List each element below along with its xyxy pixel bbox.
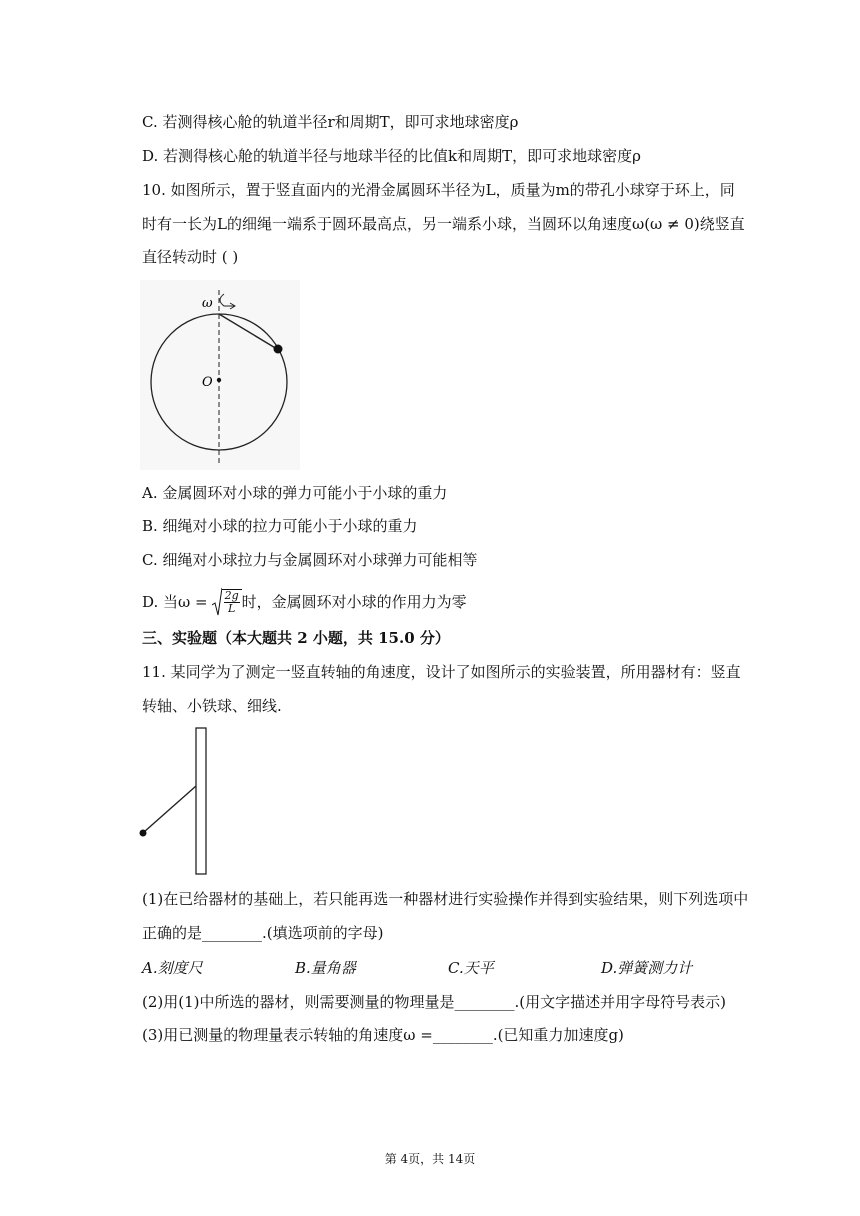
shaft-figure xyxy=(136,722,216,878)
question-10-line-1: 10. 如图所示，置于竖直面内的光滑金属圆环半径为L，质量为m的带孔小球穿于环上，同 xyxy=(142,181,735,199)
question-11-line-2: 转轴、小铁球、细线. xyxy=(142,697,282,715)
page-footer: 第 4页，共 14页 xyxy=(384,1152,476,1166)
small-ball xyxy=(274,345,283,354)
option-b-q11: B.量角器 xyxy=(295,959,356,977)
option-d-q11: D.弹簧测力计 xyxy=(601,959,693,977)
question-11-part-2: (2)用(1)中所选的器材，则需要测量的物理量是________.(用文字描述并用字母符号表示) xyxy=(142,993,726,1011)
question-11-line-1: 11. 某同学为了测定一竖直转轴的角速度，设计了如图所示的实验装置，所用器材有：竖直 xyxy=(142,663,741,681)
option-c-q10: C. 细绳对小球拉力与金属圆环对小球弹力可能相等 xyxy=(142,551,478,569)
option-c-q11: C.天平 xyxy=(448,959,494,977)
question-11-part-1-line-2: 正确的是________.(填选项前的字母) xyxy=(142,924,384,942)
iron-ball xyxy=(140,830,147,837)
fraction-denominator: L xyxy=(227,602,236,615)
center-label: O xyxy=(202,375,213,390)
question-10-line-3: 直径转动时 ( ) xyxy=(142,248,239,266)
option-d-q9: D. 若测得核心舱的轨道半径与地球半径的比值k和周期T，即可求地球密度ρ xyxy=(142,147,641,165)
option-a-q11: A.刻度尺 xyxy=(142,959,203,977)
section-3-heading: 三、实验题（本大题共 2 小题，共 15.0 分） xyxy=(142,629,450,647)
sqrt-sign-icon xyxy=(212,587,222,617)
center-dot xyxy=(217,378,221,382)
option-d-q10-suffix: 时，金属圆环对小球的作用力为零 xyxy=(241,593,467,611)
option-b-q10: B. 细绳对小球的拉力可能小于小球的重力 xyxy=(142,517,418,535)
thread xyxy=(144,786,196,832)
sqrt-expression xyxy=(212,587,242,617)
fraction-numerator: 2g xyxy=(224,589,239,602)
option-c-q9: C. 若测得核心舱的轨道半径r和周期T，即可求地球密度ρ xyxy=(142,113,519,131)
vertical-shaft xyxy=(196,728,206,874)
option-d-q10 xyxy=(142,586,467,618)
question-11-part-3: (3)用已测量的物理量表示转轴的角速度ω =________.(已知重力加速度g) xyxy=(142,1026,624,1044)
option-d-q10-prefix: D. 当ω = xyxy=(142,593,208,611)
option-a-q10: A. 金属圆环对小球的弹力可能小于小球的重力 xyxy=(142,484,448,502)
question-11-part-1-line-1: (1)在已给器材的基础上，若只能再选一种器材进行实验操作并得到实验结果，则下列选项中 xyxy=(142,890,749,908)
omega-label: ω xyxy=(202,296,213,311)
question-10-line-2: 时有一长为L的细绳一端系于圆环最高点，另一端系小球，当圆环以角速度ω(ω ≠ 0)绕竖直 xyxy=(142,215,745,233)
ring-figure xyxy=(140,280,300,470)
